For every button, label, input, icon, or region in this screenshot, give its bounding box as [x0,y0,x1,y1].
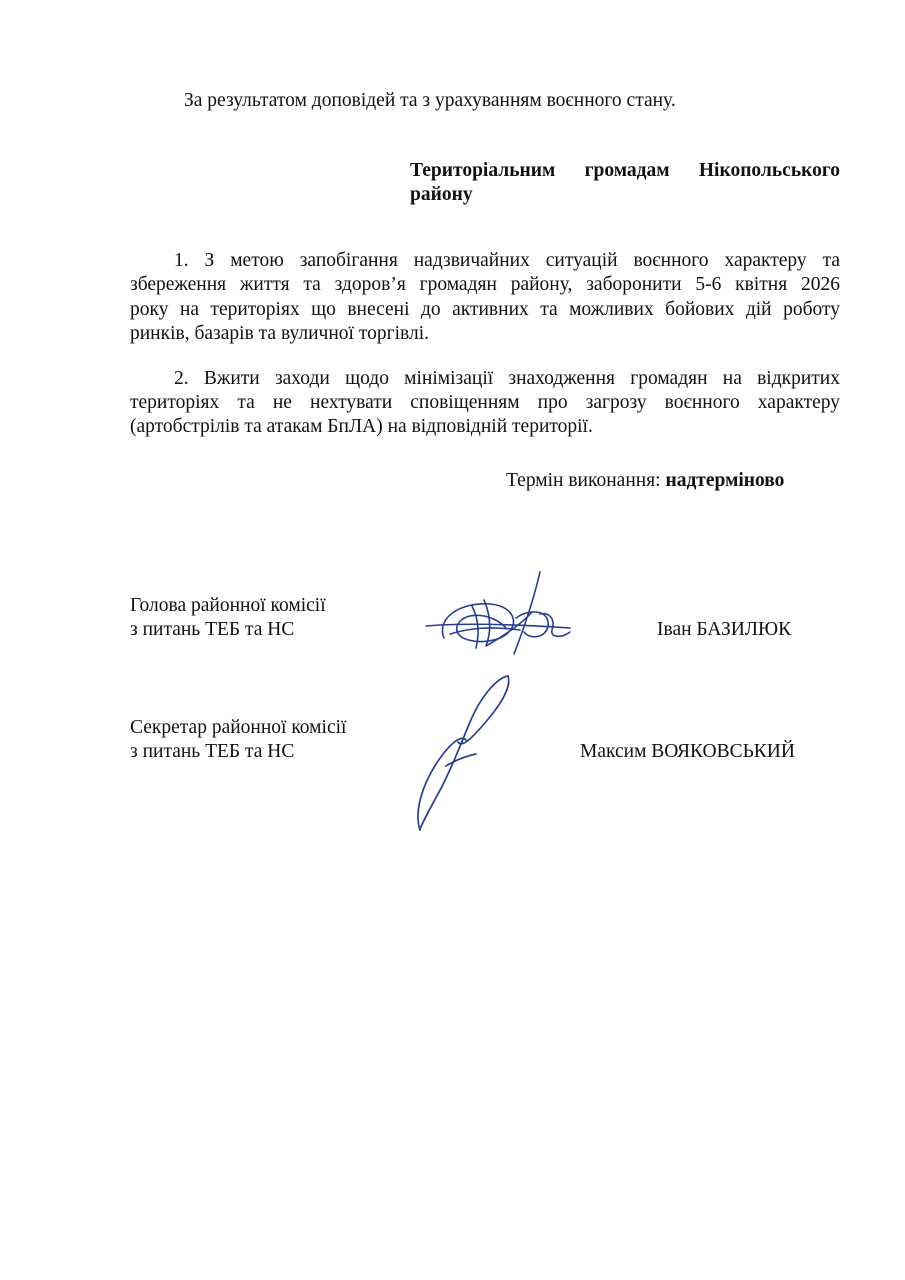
item1-line-2: збереження життя та здоров’я громадян району, заборонити 5-6 квітня 2026 [130,274,840,295]
addressee-line-2: району [410,184,473,205]
signature-1-image [420,568,590,660]
signatory-2-title-line-1: Секретар районної комісії [130,717,347,738]
item2-line-1: 2. Вжити заходи щодо мінімізації знаходження громадян на відкритих [174,368,840,389]
item1-line-1: 1. З метою запобігання надзвичайних ситуацій воєнного характеру та [174,250,840,271]
item2-line-3: (артобстрілів та атакам БпЛА) на відповідній території. [130,416,593,437]
deadline [506,469,784,493]
item1-line-3: року на територіях що внесені до активних та можливих бойових дій роботу [130,299,840,320]
signature-2-image [400,668,520,838]
signatory-1-name: Іван БАЗИЛЮК [657,619,792,640]
deadline-value: надтерміново [665,470,785,491]
signatory-2-title-line-2: з питань ТЕБ та НС [130,741,295,762]
item2-line-2: територіях та не нехтувати сповіщенням про загрозу воєнного характеру [130,392,840,413]
intro-text: За результатом доповідей та з урахуванням воєнного стану. [184,90,676,111]
addressee-line-1: Територіальним громадам Нікопольського [410,160,840,181]
deadline-label: Термін виконання: [506,470,661,491]
signatory-2-name: Максим ВОЯКОВСЬКИЙ [580,741,795,762]
item1-line-4: ринків, базарів та вуличної торгівлі. [130,323,429,344]
signatory-1-title-line-2: з питань ТЕБ та НС [130,619,295,640]
signatory-1-title-line-1: Голова районної комісії [130,595,326,616]
